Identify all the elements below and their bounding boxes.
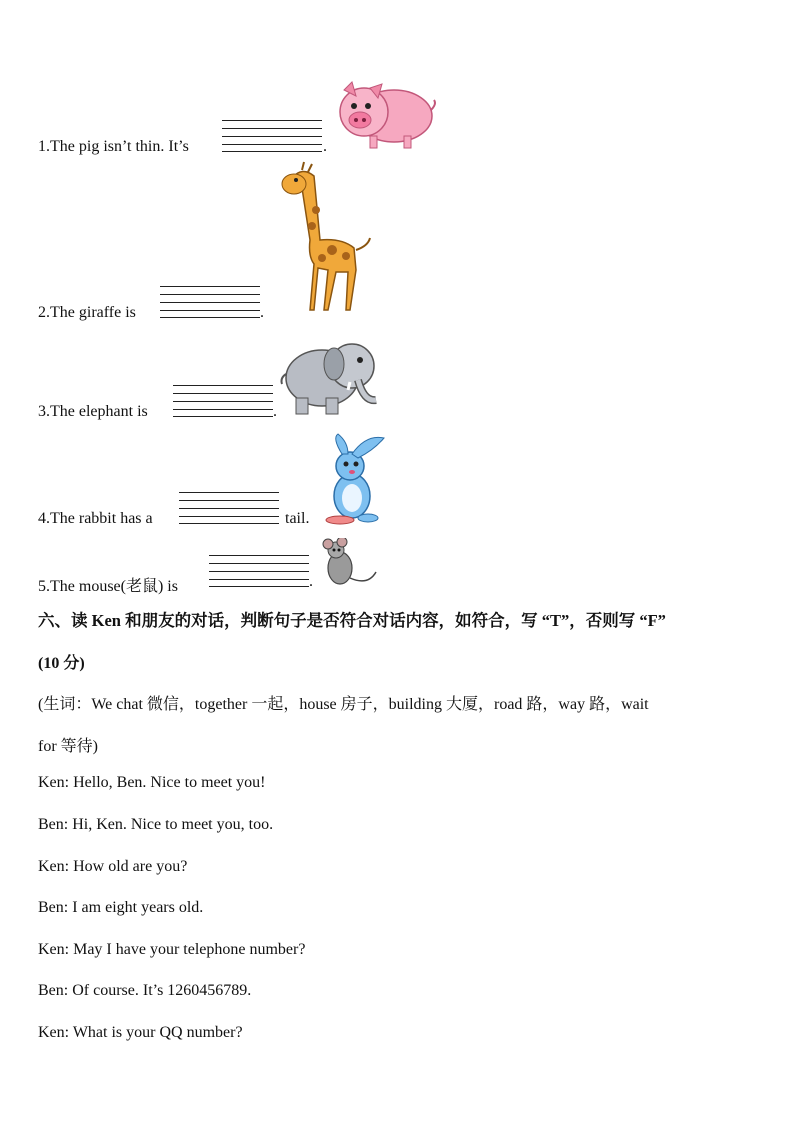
dialogue-line: Ken: Hello, Ben. Nice to meet you! xyxy=(38,774,266,791)
vocab-note-line-1: (生词：We chat 微信，together 一起，house 房子，building 大厦，road 路，way 路，wait xyxy=(38,696,649,713)
question-5-suffix: . xyxy=(309,573,313,590)
question-5 xyxy=(38,573,178,596)
question-5-text: 5.The mouse(老鼠) is xyxy=(38,578,178,595)
dialogue-line: Ben: I am eight years old. xyxy=(38,899,204,916)
dialogue-line: Ken: May I have your telephone number? xyxy=(38,941,306,958)
answer-blank-1[interactable] xyxy=(222,118,322,152)
answer-blank-5[interactable] xyxy=(209,553,309,587)
pig-icon xyxy=(334,80,438,152)
question-3-text: 3.The elephant is xyxy=(38,403,148,420)
question-1-suffix: . xyxy=(323,138,327,155)
dialogue-line: Ben: Hi, Ken. Nice to meet you, too. xyxy=(38,816,274,833)
vocab-note-line-2: for 等待) xyxy=(38,738,98,755)
question-3-suffix: . xyxy=(273,403,277,420)
question-4-suffix: tail. xyxy=(285,510,310,527)
question-2-text: 2.The giraffe is xyxy=(38,304,136,321)
question-4 xyxy=(38,510,153,528)
answer-blank-3[interactable] xyxy=(173,383,273,417)
question-3 xyxy=(38,403,148,421)
question-1 xyxy=(38,138,189,156)
dialogue-line: Ben: Of course. It’s 1260456789. xyxy=(38,982,252,999)
section-score: (10 分) xyxy=(38,655,85,672)
question-4-text: 4.The rabbit has a xyxy=(38,510,153,527)
question-1-text: 1.The pig isn’t thin. It’s xyxy=(38,138,189,155)
question-2 xyxy=(38,304,136,322)
mouse-icon xyxy=(318,538,380,588)
giraffe-icon xyxy=(272,160,376,320)
rabbit-icon xyxy=(322,432,388,526)
dialogue-line: Ken: How old are you? xyxy=(38,858,188,875)
answer-blank-2[interactable] xyxy=(160,284,260,318)
dialogue-line: Ken: What is your QQ number? xyxy=(38,1024,243,1041)
question-2-suffix: . xyxy=(260,304,264,321)
section-title: 六、读 Ken 和朋友的对话，判断句子是否符合对话内容，如符合，写 “T”，否则写 “F” xyxy=(38,611,666,630)
elephant-icon xyxy=(278,334,382,418)
answer-blank-4[interactable] xyxy=(179,490,279,524)
